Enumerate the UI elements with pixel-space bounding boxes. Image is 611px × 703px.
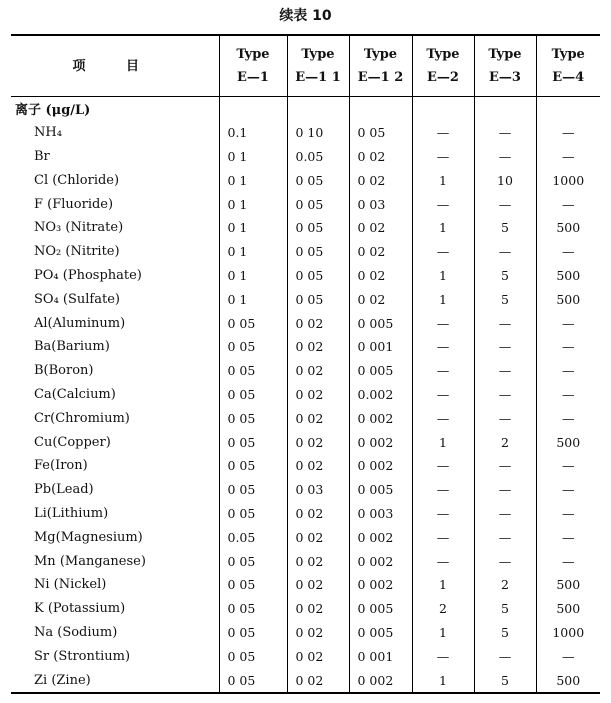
value-cell: 0 1	[219, 264, 287, 288]
value-cell: 0 02	[287, 359, 349, 383]
value-cell: —	[412, 454, 474, 478]
value-cell: —	[412, 311, 474, 335]
table-row	[11, 644, 600, 668]
value-cell: —	[474, 525, 536, 549]
ion-name-cell: Cu(Copper)	[34, 434, 111, 450]
value-cell: 500	[536, 597, 600, 621]
value-cell: 500	[536, 430, 600, 454]
value-cell: 0 005	[349, 311, 412, 335]
ion-name-cell: Br	[34, 148, 50, 164]
table-row	[11, 335, 600, 359]
ion-name-cell: K (Potassium)	[34, 601, 126, 617]
value-cell: —	[474, 240, 536, 264]
value-cell: 0 005	[349, 478, 412, 502]
value-cell: 0 05	[219, 430, 287, 454]
column-header-grade: E—3	[489, 70, 521, 85]
value-cell: 0 05	[219, 383, 287, 407]
value-cell: —	[536, 502, 600, 526]
value-cell: 0 05	[219, 621, 287, 645]
ion-name-cell: B(Boron)	[34, 363, 94, 379]
value-cell: 5	[474, 597, 536, 621]
value-cell: 0 02	[287, 406, 349, 430]
value-cell: 1	[412, 264, 474, 288]
value-cell: —	[412, 525, 474, 549]
column-header-type: Type	[363, 47, 398, 62]
table-row	[11, 264, 600, 288]
table-row	[11, 549, 600, 573]
value-cell: 0 005	[349, 597, 412, 621]
value-cell: 0 02	[287, 597, 349, 621]
value-cell: 500	[536, 216, 600, 240]
value-cell: —	[536, 311, 600, 335]
value-cell: 1	[412, 621, 474, 645]
value-cell: 0 1	[219, 287, 287, 311]
value-cell: —	[412, 549, 474, 573]
table-row	[11, 525, 600, 549]
value-cell: 0 03	[287, 478, 349, 502]
ion-name-cell: Pb(Lead)	[34, 482, 94, 498]
table-row	[11, 478, 600, 502]
value-cell: 0 002	[349, 454, 412, 478]
column-header-type: Type	[426, 47, 460, 62]
item-header: 项 目	[11, 35, 219, 97]
value-cell: 0 02	[287, 573, 349, 597]
ion-name-cell: F (Fluoride)	[34, 196, 114, 212]
value-cell: 0 02	[287, 621, 349, 645]
value-cell: 0 05	[219, 549, 287, 573]
value-cell: 1000	[536, 621, 600, 645]
ion-name-cell: Sr (Strontium)	[34, 648, 131, 664]
ion-name-cell: SO₄ (Sulfate)	[34, 291, 120, 307]
ion-name-cell: Mn (Manganese)	[34, 553, 146, 569]
value-cell: —	[474, 454, 536, 478]
value-cell: 0 05	[219, 502, 287, 526]
table-row	[11, 668, 600, 693]
value-cell: 0 1	[219, 145, 287, 169]
value-cell: —	[412, 335, 474, 359]
value-cell: 0 002	[349, 525, 412, 549]
column-header	[412, 35, 474, 97]
value-cell: 0 02	[349, 145, 412, 169]
value-cell: —	[536, 644, 600, 668]
value-cell: 1	[412, 430, 474, 454]
table-row	[11, 145, 600, 169]
value-cell: 2	[474, 430, 536, 454]
value-cell: 5	[474, 264, 536, 288]
value-cell: 0 002	[349, 406, 412, 430]
value-cell: —	[412, 121, 474, 145]
value-cell: 0 02	[287, 644, 349, 668]
value-cell: —	[412, 145, 474, 169]
value-cell: 0 03	[349, 192, 412, 216]
value-cell: 0 002	[349, 668, 412, 693]
table-body	[11, 97, 600, 693]
ion-name-cell: Na (Sodium)	[34, 624, 118, 640]
column-header-type: Type	[551, 47, 585, 62]
value-cell: —	[536, 383, 600, 407]
table-row	[11, 454, 600, 478]
value-cell: —	[474, 145, 536, 169]
value-cell: 0 02	[287, 383, 349, 407]
value-cell: 0 02	[349, 287, 412, 311]
column-header-type: Type	[236, 47, 270, 62]
value-cell: 0 05	[287, 264, 349, 288]
empty-cell	[287, 97, 349, 121]
value-cell: 0 05	[287, 216, 349, 240]
table-row	[11, 311, 600, 335]
value-cell: 5	[474, 668, 536, 693]
value-cell: —	[536, 121, 600, 145]
column-header-grade: E—1 2	[357, 70, 404, 85]
ion-name-cell: Ca(Calcium)	[34, 386, 116, 402]
table-row	[11, 216, 600, 240]
table-row	[11, 121, 600, 145]
value-cell: —	[536, 549, 600, 573]
table-row	[11, 502, 600, 526]
empty-cell	[474, 97, 536, 121]
value-cell: 0 05	[287, 192, 349, 216]
table-row	[11, 359, 600, 383]
value-cell: 0 001	[349, 335, 412, 359]
value-cell: —	[412, 359, 474, 383]
column-header-grade: E—1 1	[295, 70, 341, 85]
ion-name-cell: Mg(Magnesium)	[34, 529, 143, 545]
column-header-grade: E—1	[237, 70, 269, 85]
value-cell: —	[536, 525, 600, 549]
ion-name-cell: NO₂ (Nitrite)	[34, 244, 120, 260]
value-cell: —	[412, 502, 474, 526]
table-row	[11, 192, 600, 216]
table-row	[11, 240, 600, 264]
section-row	[11, 97, 600, 121]
value-cell: —	[474, 478, 536, 502]
value-cell: 1	[412, 668, 474, 693]
ion-name-cell: Fe(Iron)	[34, 458, 88, 474]
specification-table	[11, 34, 600, 694]
value-cell: 0 1	[219, 192, 287, 216]
column-header-grade: E—2	[427, 70, 459, 85]
ion-name-cell: Ni (Nickel)	[34, 577, 107, 593]
value-cell: —	[474, 644, 536, 668]
section-label: 离子 (μg/L)	[15, 103, 91, 119]
value-cell: 5	[474, 287, 536, 311]
value-cell: —	[412, 644, 474, 668]
value-cell: —	[474, 359, 536, 383]
value-cell: 0 02	[349, 168, 412, 192]
value-cell: —	[536, 454, 600, 478]
value-cell: 5	[474, 621, 536, 645]
empty-cell	[412, 97, 474, 121]
value-cell: 0.05	[219, 525, 287, 549]
table-row	[11, 287, 600, 311]
value-cell: —	[412, 383, 474, 407]
column-header-type: Type	[301, 47, 335, 62]
value-cell: —	[474, 383, 536, 407]
value-cell: —	[474, 121, 536, 145]
value-cell: 500	[536, 573, 600, 597]
value-cell: 500	[536, 264, 600, 288]
value-cell: —	[412, 478, 474, 502]
value-cell: 0 05	[287, 287, 349, 311]
value-cell: —	[536, 335, 600, 359]
ion-name-cell: Ba(Barium)	[34, 339, 110, 355]
column-header	[349, 35, 412, 97]
table-row	[11, 597, 600, 621]
value-cell: —	[474, 502, 536, 526]
value-cell: —	[474, 192, 536, 216]
value-cell: 1000	[536, 168, 600, 192]
value-cell: 0 005	[349, 359, 412, 383]
table-row	[11, 573, 600, 597]
value-cell: 500	[536, 287, 600, 311]
value-cell: —	[536, 359, 600, 383]
column-header-grade: E—4	[552, 70, 585, 85]
value-cell: 0 02	[287, 525, 349, 549]
value-cell: 5	[474, 216, 536, 240]
value-cell: 0 1	[219, 168, 287, 192]
value-cell: 0 05	[219, 597, 287, 621]
value-cell: 0 02	[287, 454, 349, 478]
column-header	[219, 35, 287, 97]
value-cell: —	[474, 549, 536, 573]
table-row	[11, 168, 600, 192]
value-cell: 0 05	[219, 454, 287, 478]
value-cell: 2	[474, 573, 536, 597]
value-cell: 1	[412, 287, 474, 311]
value-cell: 0 005	[349, 621, 412, 645]
value-cell: —	[412, 192, 474, 216]
value-cell: 0 05	[219, 335, 287, 359]
value-cell: 0.1	[219, 121, 287, 145]
value-cell: 0 02	[349, 216, 412, 240]
ion-name-cell: Li(Lithium)	[34, 505, 109, 521]
value-cell: 1	[412, 216, 474, 240]
value-cell: 0 002	[349, 430, 412, 454]
value-cell: 500	[536, 668, 600, 693]
value-cell: 1	[412, 168, 474, 192]
column-header	[287, 35, 349, 97]
value-cell: 0 02	[287, 549, 349, 573]
value-cell: 0 05	[287, 168, 349, 192]
table-row	[11, 383, 600, 407]
value-cell: —	[536, 240, 600, 264]
ion-name-cell: PO₄ (Phosphate)	[34, 267, 142, 283]
value-cell: 0 05	[349, 121, 412, 145]
value-cell: —	[474, 311, 536, 335]
value-cell: 0.002	[349, 383, 412, 407]
value-cell: 0 002	[349, 549, 412, 573]
value-cell: 0 1	[219, 216, 287, 240]
value-cell: 0 05	[219, 359, 287, 383]
value-cell: 0 02	[349, 264, 412, 288]
value-cell: 0 05	[219, 644, 287, 668]
ion-name-cell: Cl (Chloride)	[34, 172, 120, 188]
header-row	[11, 35, 600, 97]
ion-name-cell: Al(Aluminum)	[34, 315, 126, 331]
column-header	[474, 35, 536, 97]
value-cell: —	[412, 240, 474, 264]
ion-name-cell: NO₃ (Nitrate)	[34, 220, 124, 236]
value-cell: 0 002	[349, 573, 412, 597]
value-cell: —	[412, 406, 474, 430]
value-cell: —	[536, 406, 600, 430]
value-cell: 0 02	[287, 430, 349, 454]
value-cell: —	[536, 478, 600, 502]
value-cell: 0 05	[219, 311, 287, 335]
value-cell: 0 001	[349, 644, 412, 668]
value-cell: 0 02	[287, 335, 349, 359]
column-header-type: Type	[488, 47, 522, 62]
value-cell: 10	[474, 168, 536, 192]
value-cell: 0 05	[219, 573, 287, 597]
table-title: 续表 10	[279, 8, 332, 24]
value-cell: 0 05	[219, 668, 287, 693]
ion-name-cell: Cr(Chromium)	[34, 410, 130, 426]
table-row	[11, 621, 600, 645]
value-cell: 0 02	[349, 240, 412, 264]
value-cell: 0 05	[287, 240, 349, 264]
column-header	[536, 35, 600, 97]
value-cell: —	[536, 145, 600, 169]
value-cell: 0.05	[287, 145, 349, 169]
value-cell: —	[474, 406, 536, 430]
value-cell: 0 02	[287, 668, 349, 693]
value-cell: 1	[412, 573, 474, 597]
value-cell: 0 003	[349, 502, 412, 526]
value-cell: 0 02	[287, 502, 349, 526]
value-cell: 0 02	[287, 311, 349, 335]
table-row	[11, 430, 600, 454]
ion-name-cell: NH₄	[34, 125, 62, 141]
value-cell: 0 1	[219, 240, 287, 264]
table-row	[11, 406, 600, 430]
value-cell: —	[474, 335, 536, 359]
value-cell: 0 05	[219, 478, 287, 502]
value-cell: 2	[412, 597, 474, 621]
value-cell: 0 05	[219, 406, 287, 430]
value-cell: 0 10	[287, 121, 349, 145]
empty-cell	[219, 97, 287, 121]
empty-cell	[536, 97, 600, 121]
empty-cell	[349, 97, 412, 121]
ion-name-cell: Zi (Zine)	[34, 672, 91, 688]
value-cell: —	[536, 192, 600, 216]
